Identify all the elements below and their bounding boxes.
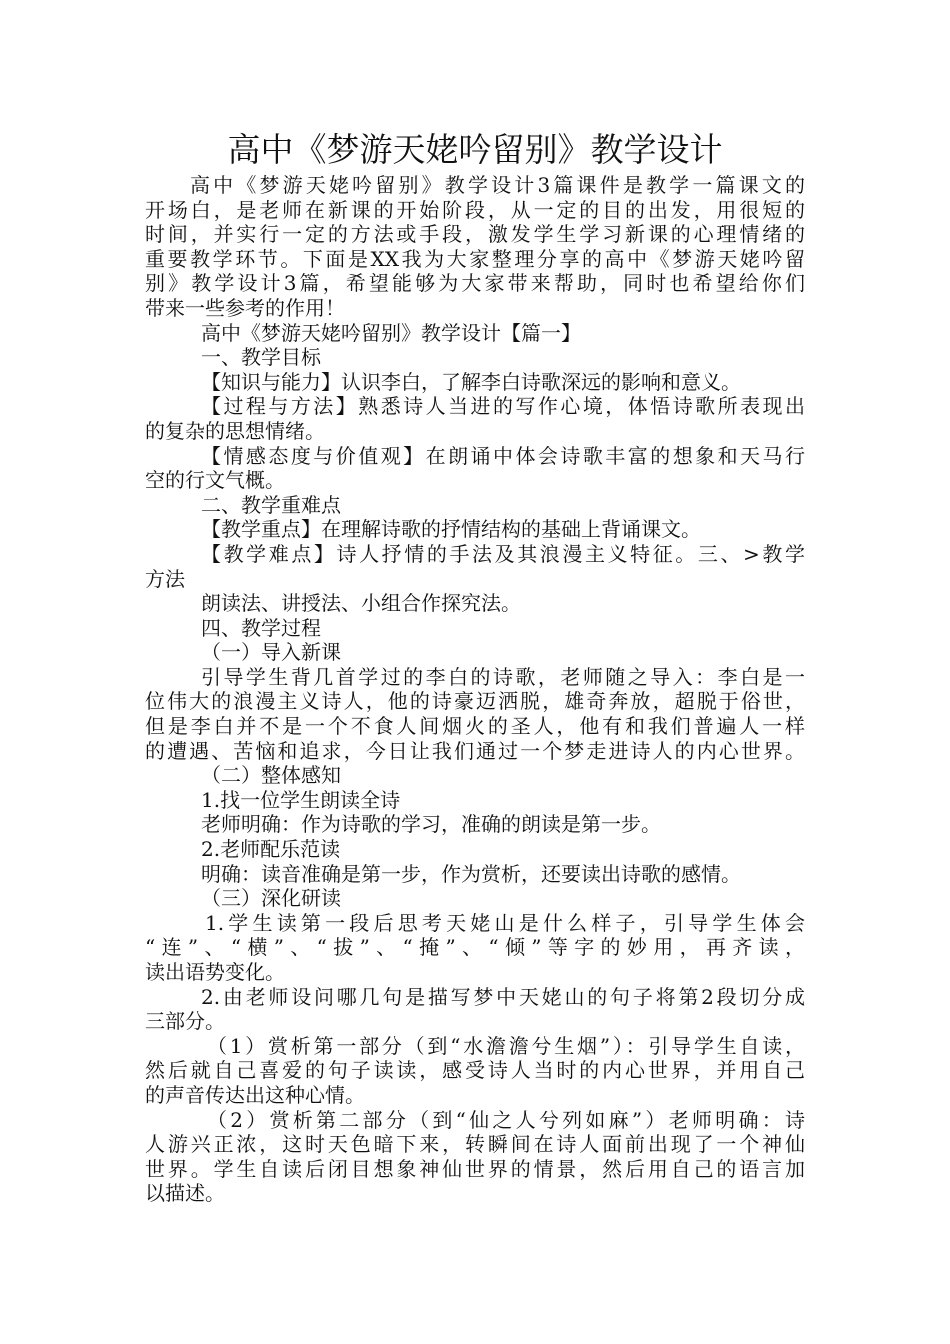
text-line: （三）深化研读 — [201, 886, 341, 911]
document-title: 高中《梦游天姥吟留别》教学设计 — [227, 130, 723, 169]
text-line: 高中《梦游天姥吟留别》教学设计【篇一】 — [201, 320, 581, 345]
text-line: 四、教学过程 — [201, 615, 321, 640]
text-line: 的复杂的思想情绪。 — [145, 418, 325, 443]
text-line: 1.学生读第一段后思考天姥山是什么样子，引导学生体会 — [205, 910, 805, 935]
text-line: 2.由老师设问哪几句是描写梦中天姥山的句子将第2段切分成 — [201, 984, 805, 1009]
text-line: 位伟大的浪漫主义诗人，他的诗豪迈洒脱，雄奇奔放，超脱于俗世， — [145, 689, 805, 714]
document-body — [145, 173, 805, 1206]
text-line: 的遭遇、苦恼和追求，今日让我们通过一个梦走进诗人的内心世界。 — [145, 738, 805, 763]
text-line: 高中《梦游天姥吟留别》教学设计3篇课件是教学一篇课文的 — [190, 173, 805, 197]
text-line: 带来一些参考的作用！ — [145, 295, 345, 320]
text-line: 【过程与方法】熟悉诗人当进的写作心境，体悟诗歌所表现出 — [201, 394, 805, 419]
text-line: 【教学难点】诗人抒情的手法及其浪漫主义特征。三、>教学 — [201, 541, 805, 566]
text-line: 以描述。 — [145, 1181, 225, 1206]
text-line: （一）导入新课 — [201, 640, 341, 665]
text-line: （1）赏析第一部分（到“水澹澹兮生烟”）：引导学生自读， — [207, 1033, 805, 1058]
text-line: 老师明确：作为诗歌的学习，准确的朗读是第一步。 — [201, 812, 661, 837]
text-line: 开场白，是老师在新课的开始阶段，从一定的目的出发，用很短的 — [145, 197, 805, 222]
text-line: 2.老师配乐范读 — [201, 837, 341, 862]
text-line: 重要教学环节。下面是XX我为大家整理分享的高中《梦游天姥吟留 — [145, 246, 805, 271]
text-line: 空的行文气概。 — [145, 468, 285, 493]
text-line: 【情感态度与价值观】在朗诵中体会诗歌丰富的想象和天马行 — [201, 443, 805, 468]
text-line: 世界。学生自读后闭目想象神仙世界的情景，然后用自己的语言加 — [145, 1156, 805, 1181]
text-line: 【教学重点】在理解诗歌的抒情结构的基础上背诵课文。 — [201, 517, 701, 542]
text-line: 一、教学目标 — [201, 345, 321, 370]
text-line: 读出语势变化。 — [145, 960, 285, 984]
text-line: （2）赏析第二部分（到“仙之人兮列如麻”）老师明确：诗 — [207, 1107, 805, 1132]
text-line: 朗读法、讲授法、小组合作探究法。 — [201, 591, 521, 616]
text-line: 引导学生背几首学过的李白的诗歌，老师随之导入：李白是一 — [201, 664, 805, 689]
text-line: 【知识与能力】认识李白，了解李白诗歌深远的影响和意义。 — [201, 369, 741, 394]
text-line: 三部分。 — [145, 1009, 225, 1034]
text-line: 方法 — [145, 566, 185, 591]
text-line: “连”、“横”、“拔”、“掩”、“倾”等字的妙用，再齐读， — [145, 935, 805, 960]
text-line: 时间，并实行一定的方法或手段，激发学生学习新课的心理情绪的 — [145, 222, 805, 247]
text-line: 1.找一位学生朗读全诗 — [201, 787, 401, 812]
text-line: 明确：读音准确是第一步，作为赏析，还要读出诗歌的感情。 — [201, 861, 741, 886]
text-line: 但是李白并不是一个不食人间烟火的圣人，他有和我们普遍人一样 — [145, 714, 805, 739]
text-line: 二、教学重难点 — [201, 492, 341, 517]
text-line: 然后就自己喜爱的句子读读，感受诗人当时的内心世界，并用自己 — [145, 1058, 805, 1083]
text-line: 人游兴正浓，这时天色暗下来，转瞬间在诗人面前出现了一个神仙 — [145, 1132, 805, 1157]
text-line: 的声音传达出这种心情。 — [145, 1082, 365, 1107]
text-line: 别》教学设计3篇，希望能够为大家带来帮助，同时也希望给你们 — [145, 271, 805, 296]
text-line: （二）整体感知 — [201, 763, 341, 788]
